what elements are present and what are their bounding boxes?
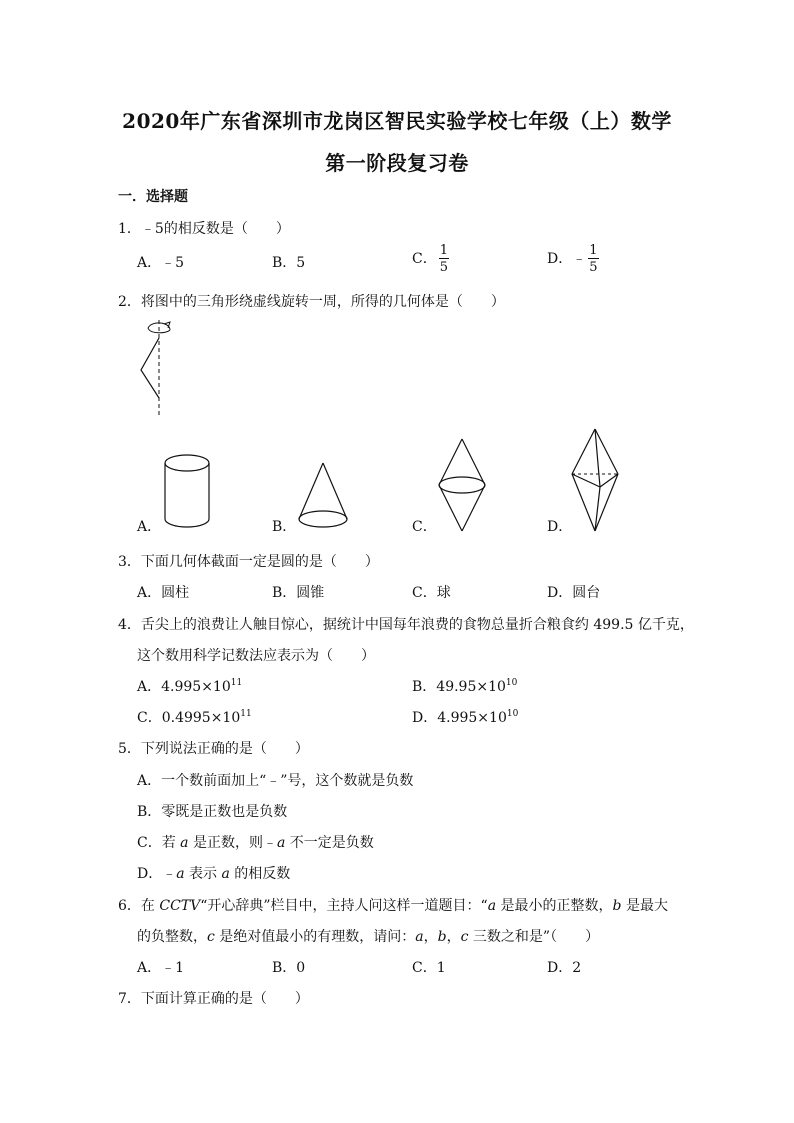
q2-option-d: D． xyxy=(547,519,573,535)
q6-l2-c: 三数之和是”（ ） xyxy=(468,929,600,945)
q1-option-d-fraction xyxy=(588,244,598,274)
q4-option-c xyxy=(137,707,252,727)
q5-d-post: 的相反数 xyxy=(229,866,291,882)
q4-option-d-exponent: 10 xyxy=(506,709,519,719)
q6-l2-var-c: c xyxy=(207,929,215,945)
cone-shape xyxy=(297,460,349,530)
q4-option-c-base: C．0.4995×10 xyxy=(137,710,241,726)
q5-option-c xyxy=(137,832,374,852)
q5-d-pre: D．﹣ xyxy=(137,866,177,882)
q5-c-var-a: a xyxy=(180,835,189,851)
q3-stem: 3．下面几何体截面一定是圆的是（ ） xyxy=(118,554,379,570)
q4-option-a-base: A．4.995×10 xyxy=(137,679,231,695)
section-heading: 一．选择题 xyxy=(118,189,188,205)
q2-option-a: A． xyxy=(137,519,162,535)
q4-option-b xyxy=(412,676,517,696)
q1-stem: 1．﹣5的相反数是（ ） xyxy=(118,221,290,237)
q6-l2-b: 是绝对值最小的有理数，请问： xyxy=(214,929,416,945)
q4-option-b-base: B．49.95×10 xyxy=(412,679,506,695)
q5-c-pre: C．若 xyxy=(137,835,181,851)
q1-option-d-prefix: D．﹣ xyxy=(547,251,587,267)
q1-option-c-denominator: 5 xyxy=(439,260,448,275)
q4-option-d-base: D．4.995×10 xyxy=(412,710,507,726)
q6-l2-a: 的负整数， xyxy=(137,929,207,945)
q7-stem: 7．下面计算正确的是（ ） xyxy=(118,991,309,1007)
q3-option-d: D．圆台 xyxy=(547,585,601,601)
q5-d-mid: 表示 xyxy=(184,866,222,882)
q4-option-a xyxy=(137,676,242,696)
q1-option-c-fraction xyxy=(439,244,449,274)
q6-l1-pre: 6．在 xyxy=(118,898,160,914)
q4-stem-line2: 这个数用科学记数法应表示为（ ） xyxy=(137,648,375,664)
exam-title-line1: 2020年广东省深圳市龙岗区智民实验学校七年级（上）数学 xyxy=(122,109,672,133)
q2-option-b: B． xyxy=(272,519,297,535)
q1-option-c-numerator: 1 xyxy=(439,243,448,258)
q6-option-a: A．﹣1 xyxy=(137,960,185,976)
pyramid-bipyramid-shape xyxy=(570,427,620,533)
q3-option-b: B．圆锥 xyxy=(272,585,325,601)
q5-c-mid: 是正数，则﹣ xyxy=(188,835,277,851)
q6-option-d: D．2 xyxy=(547,960,582,976)
double-cone-shape xyxy=(437,437,487,533)
q6-l2-sep2: ， xyxy=(446,929,461,945)
rotation-triangle-figure xyxy=(130,318,190,418)
q6-stem-line1 xyxy=(118,895,668,915)
q3-option-c: C．球 xyxy=(412,585,451,601)
q6-l2-var-a: a xyxy=(415,929,424,945)
q1-option-c xyxy=(412,244,449,274)
q5-d-var-a: a xyxy=(176,866,185,882)
exam-title-line2: 第一阶段复习卷 xyxy=(325,151,469,175)
q3-option-a: A．圆柱 xyxy=(137,585,190,601)
q1-option-b: B．5 xyxy=(272,255,306,271)
q4-option-b-exponent: 10 xyxy=(505,678,518,688)
q5-option-b: B．零既是正数也是负数 xyxy=(137,804,288,820)
q1-option-a: A．﹣5 xyxy=(137,255,185,271)
q4-option-d xyxy=(412,707,518,727)
q5-c-post: 不一定是负数 xyxy=(285,835,374,851)
q6-stem-line2 xyxy=(137,926,599,946)
q6-l2-var-b: b xyxy=(437,929,447,945)
q5-c-var-a2: a xyxy=(276,835,286,851)
q6-l1-b: 是最小的正整数， xyxy=(496,898,613,914)
q6-cctv: CCTV xyxy=(159,898,201,914)
q4-option-a-exponent: 11 xyxy=(230,678,243,688)
q6-option-c: C．1 xyxy=(412,960,446,976)
q6-l1-a: “开心辞典”栏目中，主持人问这样一道题目：“ xyxy=(200,898,488,914)
q1-option-d xyxy=(547,244,599,274)
q5-option-a: A．一个数前面加上“﹣”号，这个数就是负数 xyxy=(137,773,414,789)
q6-l1-var-a: a xyxy=(487,898,497,914)
rotation-triangle xyxy=(141,338,159,398)
q1-option-c-prefix: C． xyxy=(412,251,437,267)
q2-stem: 2．将图中的三角形绕虚线旋转一周，所得的几何体是（ ） xyxy=(118,294,505,310)
q5-stem: 5．下列说法正确的是（ ） xyxy=(118,741,309,757)
q6-l1-var-b: b xyxy=(612,898,622,914)
q4-option-c-exponent: 11 xyxy=(240,709,252,719)
q1-option-d-numerator: 1 xyxy=(589,243,598,258)
q6-option-b: B．0 xyxy=(272,960,306,976)
q4-stem-line1: 4．舌尖上的浪费让人触目惊心，据统计中国每年浪费的食物总量折合粮食约 499.5 亿千克， xyxy=(118,617,694,633)
q6-l2-var-c2: c xyxy=(460,929,469,945)
q2-option-c: C． xyxy=(412,519,437,535)
q6-l2-sep1: ， xyxy=(423,929,438,945)
q5-d-var-a2: a xyxy=(221,866,230,882)
cylinder-shape xyxy=(162,453,212,531)
q6-l1-c: 是最大 xyxy=(621,898,668,914)
q1-option-d-denominator: 5 xyxy=(589,260,598,275)
q5-option-d xyxy=(137,863,290,883)
